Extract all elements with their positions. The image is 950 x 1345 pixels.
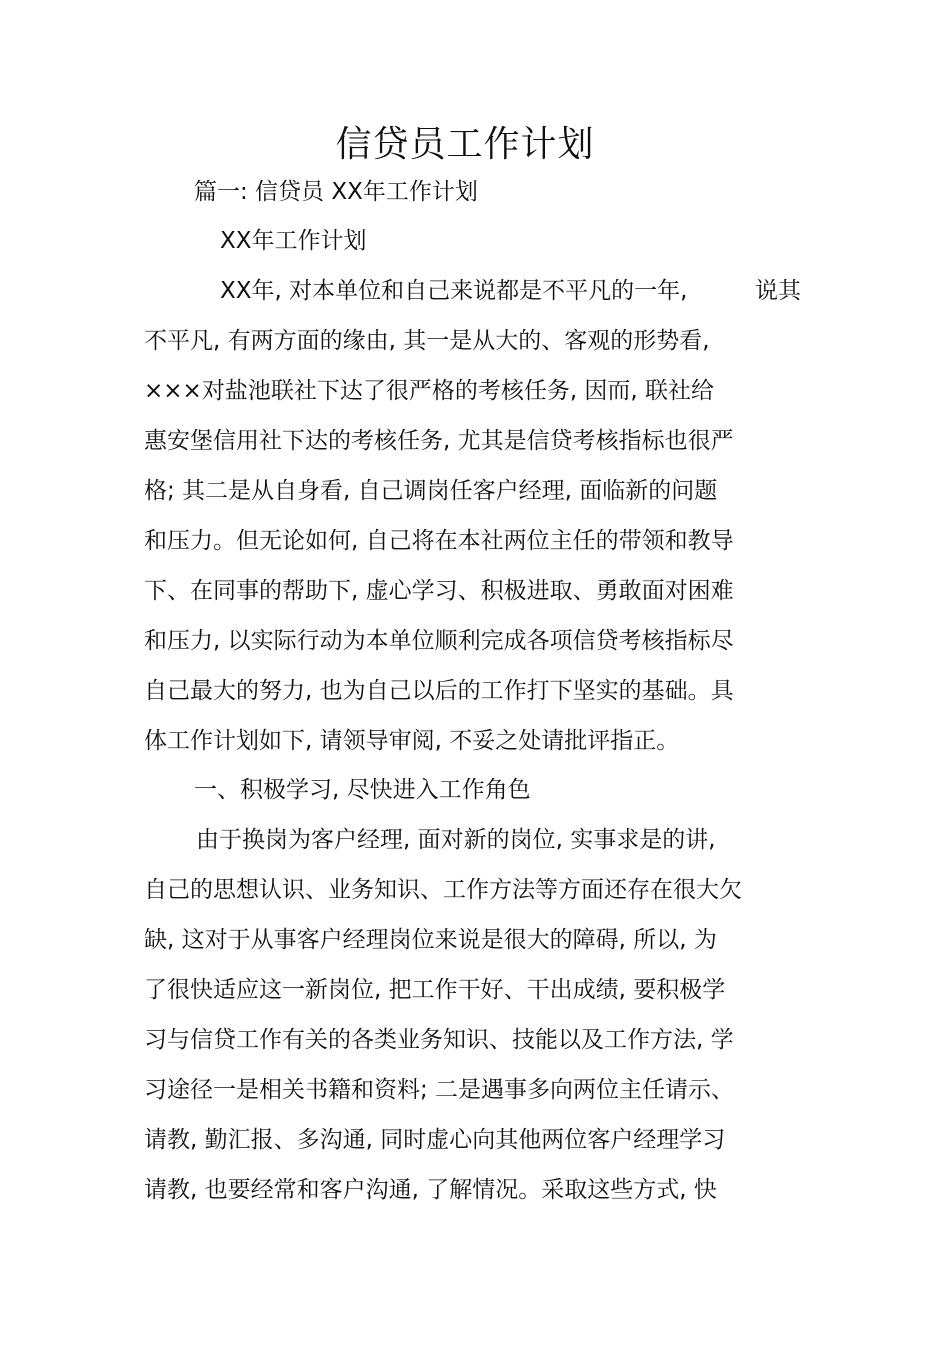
paragraph-line: ×××对盐池联社下达了很严格的考核任务, 因而, 联社给 xyxy=(144,378,715,404)
paragraph-line: 习与信贷工作有关的各类业务知识、技能以及工作方法, 学 xyxy=(144,1027,734,1053)
document-title: 信贷员工作计划 xyxy=(335,124,595,165)
paragraph-line: 惠安堡信用社下达的考核任务, 尤其是信贷考核指标也很严 xyxy=(144,428,734,454)
paragraph-line: 请教, 也要经常和客户沟通, 了解情况。采取这些方式, 快 xyxy=(144,1177,717,1203)
paragraph-line: 说其 xyxy=(755,278,801,304)
paragraph-line: 自己最大的努力, 也为自己以后的工作打下坚实的基础。具 xyxy=(144,678,734,704)
paragraph-line: 体工作计划如下, 请领导审阅, 不妥之处请批评指正。 xyxy=(144,728,680,754)
paragraph-line: 不平凡, 有两方面的缘由, 其一是从大的、客观的形势看, xyxy=(144,328,710,354)
subtitle: 篇一: 信贷员 XX年工作计划 xyxy=(194,179,478,205)
paragraph-line: 了很快适应这一新岗位, 把工作干好、干出成绩, 要积极学 xyxy=(144,977,726,1003)
paragraph-line: 自己的思想认识、业务知识、工作方法等方面还存在很大欠 xyxy=(144,877,742,903)
paragraph-line: 由于换岗为客户经理, 面对新的岗位, 实事求是的讲, xyxy=(196,827,716,853)
paragraph-line: XX年, 对本单位和自己来说都是不平凡的一年, xyxy=(220,278,688,304)
year-plan-heading: XX年工作计划 xyxy=(220,228,367,254)
paragraph-line: 格; 其二是从自身看, 自己调岗任客户经理, 面临新的问题 xyxy=(144,478,718,504)
paragraph-line: 下、在同事的帮助下, 虚心学习、积极进取、勇敢面对困难 xyxy=(144,578,734,604)
section-heading: 一、积极学习, 尽快进入工作角色 xyxy=(194,777,531,803)
paragraph-line: 习途径一是相关书籍和资料; 二是遇事多向两位主任请示、 xyxy=(144,1077,735,1103)
paragraph-line: 和压力。但无论如何, 自己将在本社两位主任的带领和教导 xyxy=(144,528,734,554)
paragraph-line: 请教, 勤汇报、多沟通, 同时虚心向其他两位客户经理学习 xyxy=(144,1127,726,1153)
paragraph-line: 缺, 这对于从事客户经理岗位来说是很大的障碍, 所以, 为 xyxy=(144,927,717,953)
paragraph-line: 和压力, 以实际行动为本单位顺利完成各项信贷考核指标尽 xyxy=(144,628,734,654)
